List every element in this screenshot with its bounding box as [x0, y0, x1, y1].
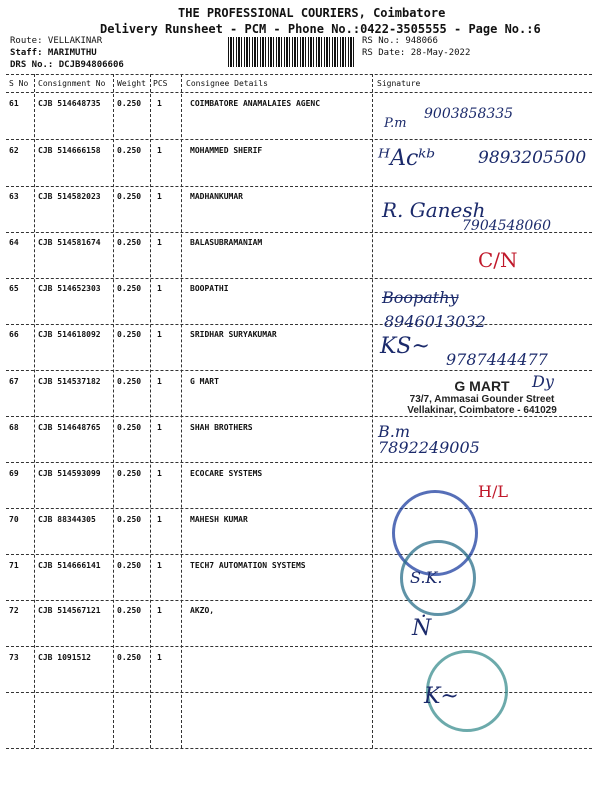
- signature-72: Ṅ: [412, 616, 432, 641]
- handwritten-note-64: C/N: [478, 248, 518, 272]
- row-weight: 0.250: [117, 377, 142, 386]
- row-pcs: 1: [157, 606, 162, 615]
- handwritten-phone-66: 8946013032: [384, 312, 486, 331]
- row-sno: 66: [9, 330, 19, 339]
- row-weight: 0.250: [117, 146, 142, 155]
- row-weight: 0.250: [117, 469, 142, 478]
- row-consignment: CJB 514652303: [38, 284, 101, 293]
- row-sno: 68: [9, 423, 19, 432]
- row-consignment: CJB 88344305: [38, 515, 96, 524]
- row-divider: [6, 139, 592, 140]
- row-consignment: CJB 514581674: [38, 238, 101, 247]
- barcode: [228, 37, 356, 67]
- row-consignment: CJB 1091512: [38, 653, 91, 662]
- signature-63: R. Ganesh: [382, 198, 486, 222]
- row-sno: 64: [9, 238, 19, 247]
- drs-number: DRS No.: DCJB94806606: [10, 60, 124, 70]
- row-consignment: CJB 514582023: [38, 192, 101, 201]
- row-sno: 73: [9, 653, 19, 662]
- header-divider: [6, 92, 592, 93]
- row-pcs: 1: [157, 423, 162, 432]
- handwritten-phone-63: 7904548060: [462, 218, 552, 234]
- row-pcs: 1: [157, 99, 162, 108]
- row-consignment: CJB 514666141: [38, 561, 101, 570]
- table-top-border: [6, 74, 592, 75]
- signature-66: KS~: [380, 334, 430, 359]
- row-divider: [6, 416, 592, 417]
- row-consignee: AKZO,: [190, 606, 215, 615]
- row-consignee: MOHAMMED SHERIF: [190, 146, 263, 155]
- row-sno: 69: [9, 469, 19, 478]
- row-pcs: 1: [157, 377, 162, 386]
- row-weight: 0.250: [117, 192, 142, 201]
- row-weight: 0.250: [117, 653, 142, 662]
- row-pcs: 1: [157, 515, 162, 524]
- row-sno: 70: [9, 515, 19, 524]
- col-consignment: Consignment No: [38, 79, 106, 88]
- signature-71: S.K.: [410, 568, 443, 587]
- row-consignee: BOOPATHI: [190, 284, 229, 293]
- row-pcs: 1: [157, 469, 162, 478]
- row-sno: 61: [9, 99, 19, 108]
- gmart-stamp-address: 73/7, Ammasai Gounder Street: [409, 394, 555, 405]
- col-pcs: PCS: [153, 79, 168, 88]
- row-weight: 0.250: [117, 561, 142, 570]
- row-divider: [6, 462, 592, 463]
- signature-61: P.m: [384, 116, 407, 131]
- table-bottom-border: [6, 748, 592, 749]
- row-divider: [6, 324, 592, 325]
- row-consignment: CJB 514666158: [38, 146, 101, 155]
- handwritten-phone-66b: 9787444477: [446, 350, 548, 369]
- gmart-stamp-name: G MART: [454, 378, 510, 394]
- row-sno: 72: [9, 606, 19, 615]
- handwritten-phone-62: 9893205500: [478, 148, 587, 168]
- staff-label: Staff: MARIMUTHU: [10, 48, 97, 58]
- handwritten-note-69: H/L: [478, 482, 508, 501]
- row-sno: 62: [9, 146, 19, 155]
- row-consignee: MAHESH KUMAR: [190, 515, 248, 524]
- row-pcs: 1: [157, 238, 162, 247]
- row-pcs: 1: [157, 146, 162, 155]
- signature-67: Dy: [532, 372, 554, 391]
- row-consignee: TECH7 AUTOMATION SYSTEMS: [190, 561, 306, 570]
- signature-68: B.m: [378, 422, 411, 441]
- signature-73: K~: [424, 684, 459, 709]
- rs-date: RS Date: 28-May-2022: [362, 48, 471, 58]
- row-consignee: SRIDHAR SURYAKUMAR: [190, 330, 277, 339]
- col-sno: S No: [9, 79, 29, 88]
- runsheet-subtitle: Delivery Runsheet - PCM - Phone No.:0422-3505555 - Page No.:6: [100, 22, 541, 36]
- row-weight: 0.250: [117, 99, 142, 108]
- row-consignee: COIMBATORE ANAMALAIES AGENC: [190, 99, 321, 108]
- row-divider: [6, 600, 592, 601]
- row-sno: 63: [9, 192, 19, 201]
- row-consignment: CJB 514648765: [38, 423, 101, 432]
- row-divider: [6, 278, 592, 279]
- row-weight: 0.250: [117, 330, 142, 339]
- row-consignee: G MART: [190, 377, 219, 386]
- row-consignee: SHAH BROTHERS: [190, 423, 253, 432]
- row-consignment: CJB 514567121: [38, 606, 101, 615]
- signature-62: ᴴAcᵏᵇ: [378, 146, 436, 171]
- rs-number: RS No.: 948066: [362, 36, 438, 46]
- col-weight: Weight: [117, 79, 146, 88]
- row-divider: [6, 508, 592, 509]
- row-pcs: 1: [157, 653, 162, 662]
- col-signature: Signature: [377, 79, 421, 88]
- handwritten-phone-61: 9003858335: [424, 106, 514, 122]
- row-divider: [6, 370, 592, 371]
- row-divider: [6, 646, 592, 647]
- row-pcs: 1: [157, 192, 162, 201]
- row-pcs: 1: [157, 330, 162, 339]
- row-consignment: CJB 514537182: [38, 377, 101, 386]
- row-consignee: BALASUBRAMANIAM: [190, 238, 263, 247]
- row-pcs: 1: [157, 284, 162, 293]
- gmart-stamp-city: Vellakinar, Coimbatore - 641029: [407, 405, 557, 416]
- row-consignment: CJB 514618092: [38, 330, 101, 339]
- row-weight: 0.250: [117, 423, 142, 432]
- row-divider: [6, 186, 592, 187]
- row-weight: 0.250: [117, 515, 142, 524]
- row-sno: 65: [9, 284, 19, 293]
- company-title: THE PROFESSIONAL COURIERS, Coimbatore: [178, 6, 446, 20]
- row-pcs: 1: [157, 561, 162, 570]
- route-label: Route: VELLAKINAR: [10, 36, 103, 46]
- signature-65: Boopathy: [382, 288, 459, 307]
- row-consignment: CJB 514593099: [38, 469, 101, 478]
- row-weight: 0.250: [117, 284, 142, 293]
- row-consignee: ECOCARE SYSTEMS: [190, 469, 263, 478]
- handwritten-phone-68: 7892249005: [378, 438, 480, 457]
- row-sno: 67: [9, 377, 19, 386]
- row-sno: 71: [9, 561, 19, 570]
- row-divider: [6, 554, 592, 555]
- row-consignment: CJB 514648735: [38, 99, 101, 108]
- row-consignee: MADHANKUMAR: [190, 192, 243, 201]
- row-weight: 0.250: [117, 238, 142, 247]
- row-weight: 0.250: [117, 606, 142, 615]
- col-consignee: Consignee Details: [186, 79, 268, 88]
